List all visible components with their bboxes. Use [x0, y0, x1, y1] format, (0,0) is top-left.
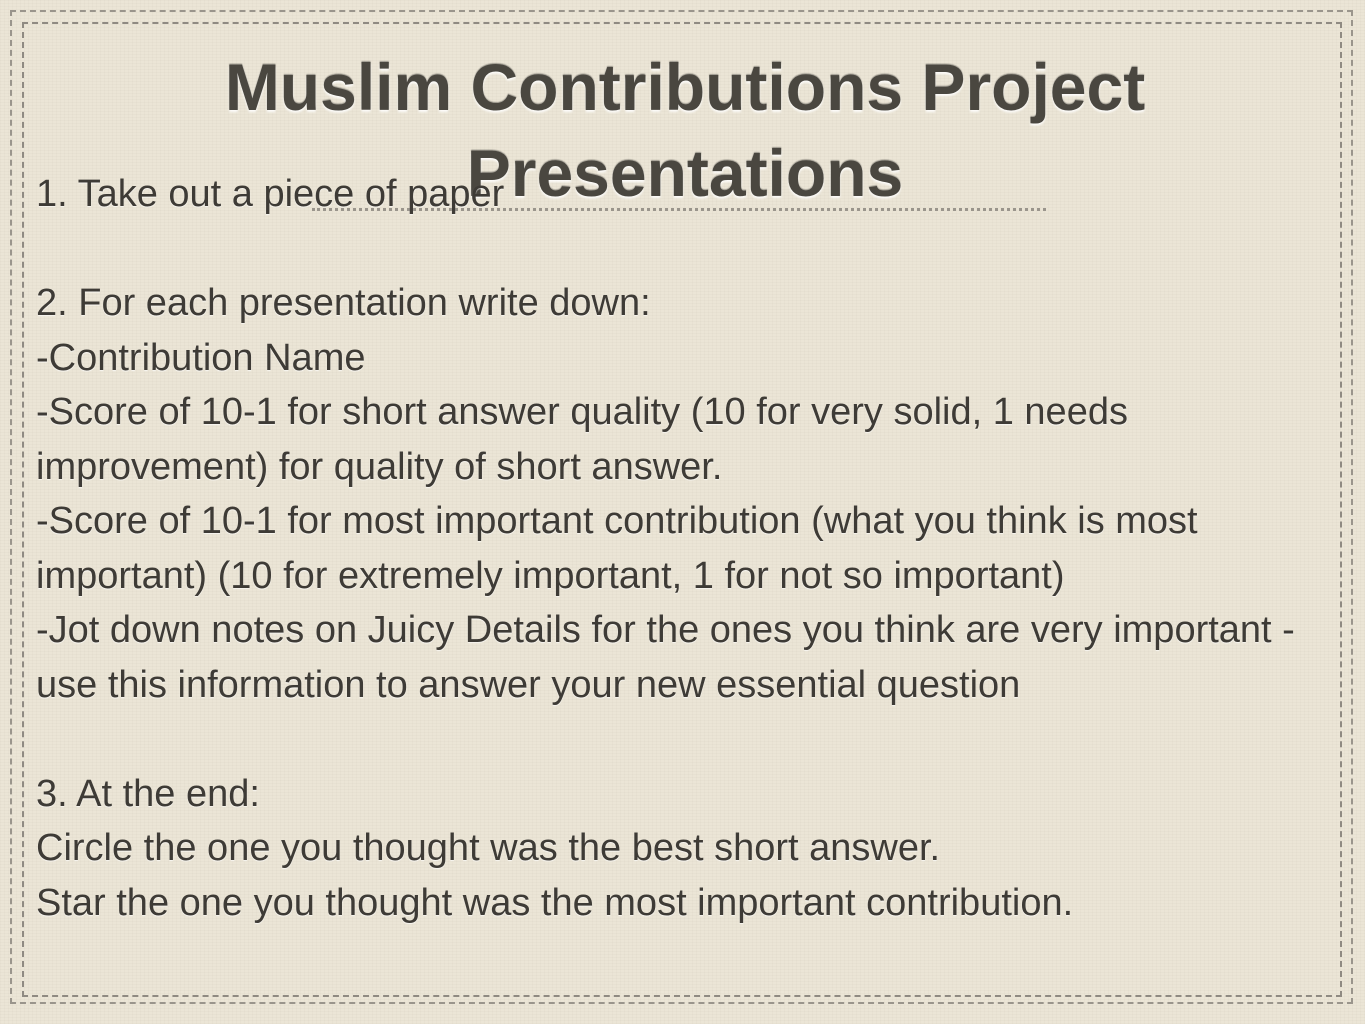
slide-body — [36, 167, 1336, 930]
body-line-short-answer-score: -Score of 10-1 for short answer quality (10 for very solid, 1 needs improvement) for quality of short answer. — [36, 391, 1139, 488]
body-line-star-instruction: Star the one you thought was the most important contribution. — [36, 881, 1074, 924]
body-line-contribution-name: -Contribution Name — [36, 336, 366, 379]
body-line-step-3: 3. At the end: — [36, 772, 260, 815]
body-line-juicy-details: -Jot down notes on Juicy Details for the ones you think are very important - use this information to answer your new essential question — [36, 609, 1306, 706]
body-line-step-1: 1. Take out a piece of paper — [36, 173, 505, 215]
body-spacer — [36, 222, 1336, 277]
body-line-circle-instruction: Circle the one you thought was the best short answer. — [36, 827, 941, 869]
slide-title: Muslim Contributions Project Presentations — [224, 50, 1146, 210]
body-line-importance-score: -Score of 10-1 for most important contribution (what you think is most important) (10 for extremely important, 1 for not so important) — [36, 500, 1209, 597]
body-spacer — [36, 712, 1336, 767]
body-line-step-2: 2. For each presentation write down: — [36, 282, 651, 324]
